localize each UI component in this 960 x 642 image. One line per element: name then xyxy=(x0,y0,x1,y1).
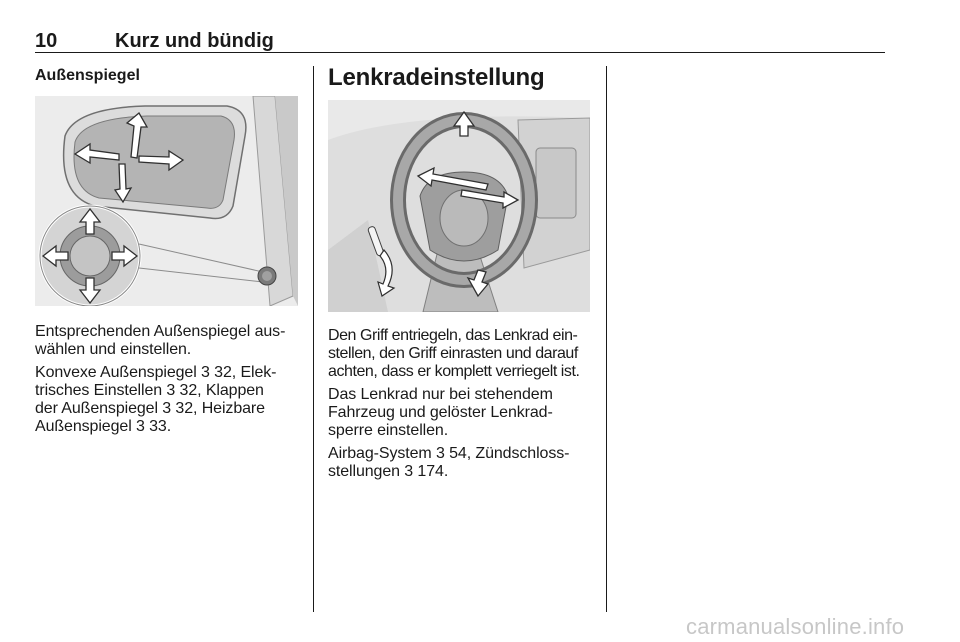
page-number: 10 xyxy=(35,30,58,52)
page-header xyxy=(35,30,885,53)
text-line: sperre einstellen. xyxy=(328,422,449,439)
steering-wheel-adjust-illustration-icon xyxy=(328,100,590,312)
section-title-mirror: Außenspiegel xyxy=(35,67,140,84)
mirror-adjust-figure xyxy=(35,96,298,306)
steering-paragraph-3 xyxy=(328,445,603,481)
mirror-paragraph-2 xyxy=(35,364,310,436)
column-divider-left xyxy=(313,66,314,612)
text-line: achten, dass er komplett verriegelt ist. xyxy=(328,363,580,380)
mirror-paragraph-1 xyxy=(35,323,310,359)
text-line: wählen und einstellen. xyxy=(35,341,192,358)
text-line: Konvexe Außenspiegel 3 32, Elek- xyxy=(35,364,277,381)
page-title: Kurz und bündig xyxy=(115,30,274,52)
text-line: stellungen 3 174. xyxy=(328,463,449,480)
column-divider-right xyxy=(606,66,607,612)
text-line: Fahrzeug und gelöster Lenkrad- xyxy=(328,404,553,421)
steering-adjust-figure xyxy=(328,100,590,312)
text-line: der Außenspiegel 3 32, Heizbare xyxy=(35,400,265,417)
text-line: trisches Einstellen 3 32, Klappen xyxy=(35,382,264,399)
text-line: Außenspiegel 3 33. xyxy=(35,418,172,435)
text-line: Den Griff entriegeln, das Lenkrad ein- xyxy=(328,327,578,344)
watermark: carmanualsonline.info xyxy=(686,614,905,639)
text-line: stellen, den Griff einrasten und darauf xyxy=(328,345,578,362)
text-line: Entsprechenden Außenspiegel aus- xyxy=(35,323,286,340)
section-title-steering: Lenkradeinstellung xyxy=(328,64,545,91)
text-line: Airbag-System 3 54, Zündschloss- xyxy=(328,445,570,462)
steering-paragraph-2 xyxy=(328,386,603,440)
text-line: Das Lenkrad nur bei stehendem xyxy=(328,386,553,403)
mirror-adjust-illustration-icon xyxy=(35,96,298,306)
steering-paragraph-1 xyxy=(328,327,603,381)
